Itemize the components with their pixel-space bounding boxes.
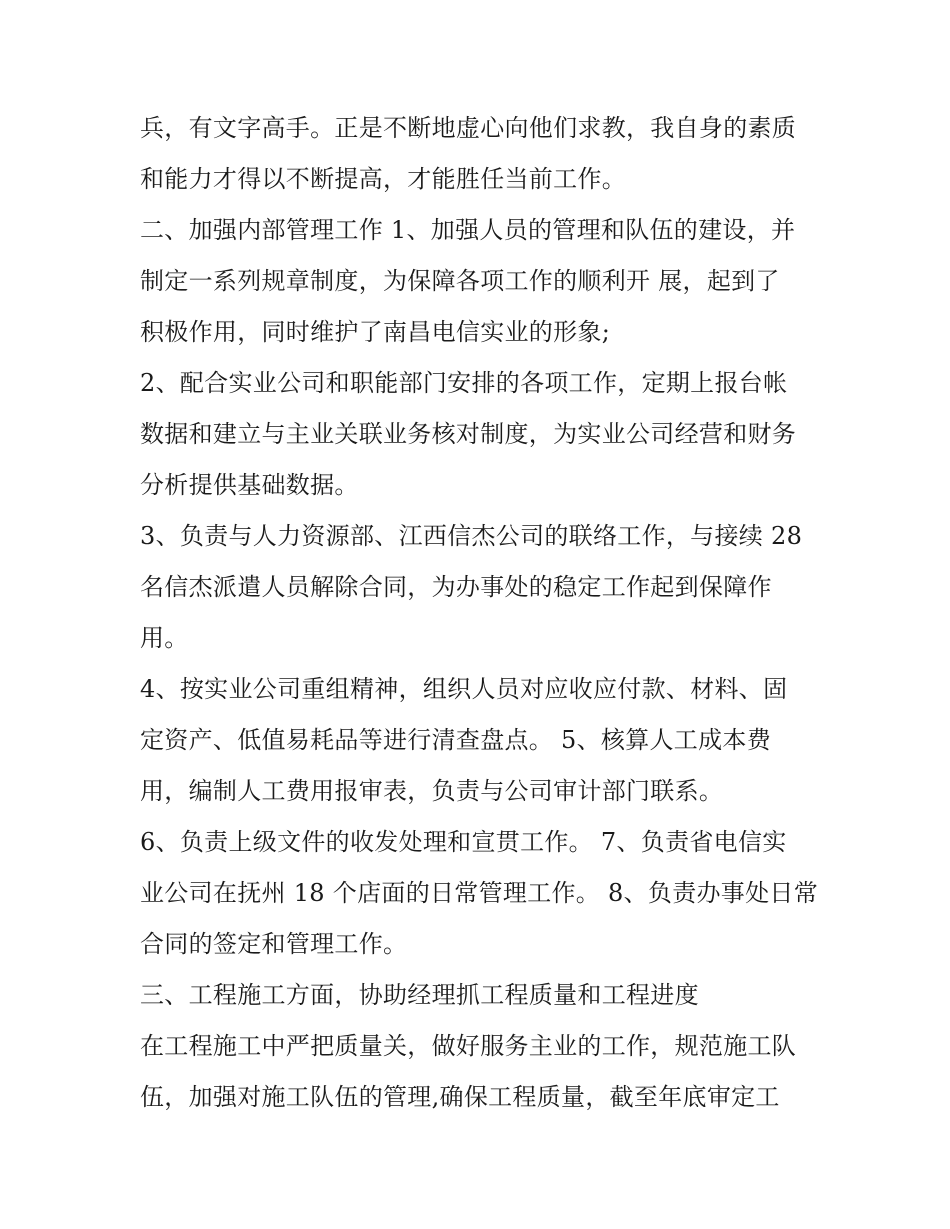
text-line: 积极作用，同时维护了南昌电信实业的形象; — [140, 318, 611, 346]
text-line: 三、工程施工方面，协助经理抓工程质量和工程进度 — [140, 981, 699, 1009]
text-line: 制定一系列规章制度，为保障各项工作的顺利开 展，起到了 — [140, 267, 780, 295]
text-line: 和能力才得以不断提高，才能胜任当前工作。 — [140, 165, 626, 193]
text-line: 在工程施工中严把质量关，做好服务主业的工作，规范施工队 — [140, 1032, 797, 1060]
text-line: 数据和建立与主业关联业务核对制度，为实业公司经营和财务 — [140, 420, 797, 448]
text-line: 2、配合实业公司和职能部门安排的各项工作，定期上报台帐 — [140, 369, 788, 397]
text-line: 伍，加强对施工队伍的管理,确保工程质量，截至年底审定工 — [140, 1083, 780, 1111]
text-line: 用。 — [140, 624, 189, 652]
text-line: 业公司在抚州 18 个店面的日常管理工作。 8、负责办事处日常 — [140, 879, 818, 907]
text-line: 分析提供基础数据。 — [140, 471, 359, 499]
text-line: 3、负责与人力资源部、江西信杰公司的联络工作，与接续 28 — [140, 522, 803, 550]
text-line: 6、负责上级文件的收发处理和宣贯工作。 7、负责省电信实 — [140, 828, 787, 856]
text-line: 名信杰派遣人员解除合同，为办事处的稳定工作起到保障作 — [140, 573, 772, 601]
text-line: 定资产、低值易耗品等进行清查盘点。 5、核算人工成本费 — [140, 726, 771, 754]
text-line: 用，编制人工费用报审表，负责与公司审计部门联系。 — [140, 777, 724, 805]
text-line: 兵，有文字高手。正是不断地虚心向他们求教，我自身的素质 — [140, 114, 797, 142]
text-line: 二、加强内部管理工作 1、加强人员的管理和队伍的建设，并 — [140, 216, 796, 244]
text-line: 合同的签定和管理工作。 — [140, 930, 408, 958]
document-body — [140, 103, 820, 1123]
text-line: 4、按实业公司重组精神，组织人员对应收应付款、材料、固 — [140, 675, 788, 703]
